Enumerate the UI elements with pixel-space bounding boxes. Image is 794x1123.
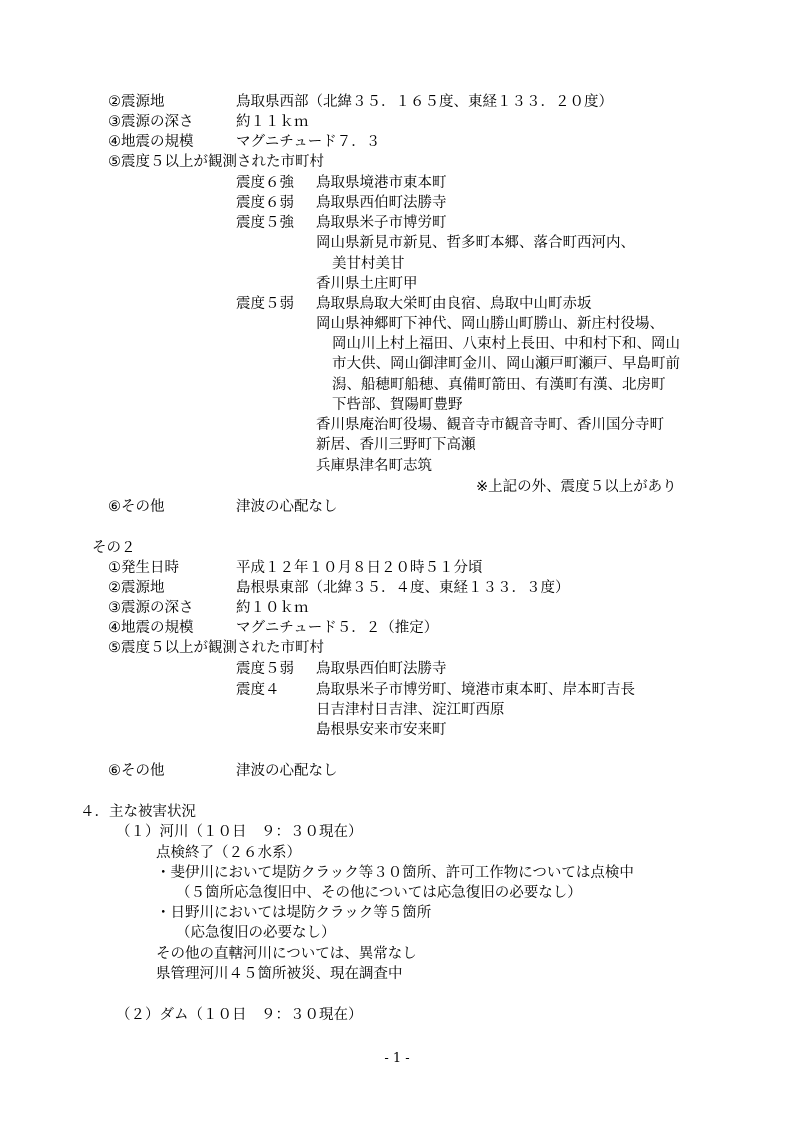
label-depth: ③震源の深さ [108, 114, 194, 130]
label-depth: ③震源の深さ [108, 600, 194, 616]
value-datetime: 平成１２年１０月８日２０時５１分頃 [236, 560, 483, 576]
dam-heading: （２）ダム（１０日 ９：３０現在） [116, 1007, 363, 1023]
value-depth: 約１０ｋｍ [236, 600, 309, 616]
value-other: 津波の心配なし [236, 499, 338, 515]
label-epicenter: ②震源地 [108, 94, 165, 110]
river-line: 点検終了（２６水系） [156, 845, 301, 861]
damage-heading: ４．主な被害状況 [80, 804, 196, 820]
intensity-location: 鳥取県境港市東本町 [316, 175, 447, 191]
river-line: ・斐伊川において堤防クラック等３０箇所、許可工作物については点検中 [156, 865, 634, 881]
value-magnitude: マグニチュード７．３ [236, 134, 381, 150]
intensity-location: 鳥取県西伯町法勝寺 [316, 195, 447, 211]
intensity-location: 香川県土庄町甲 [316, 276, 418, 292]
intensity-label: 震度４ [236, 682, 280, 698]
intensity-label: 震度５弱 [236, 296, 294, 312]
intensity-note: ※上記の外、震度５以上があり [476, 479, 677, 495]
label-epicenter: ②震源地 [108, 580, 165, 596]
intensity-location: 日吉津村日吉津、淀江町西原 [316, 702, 505, 718]
label-other: ⑥その他 [108, 763, 165, 779]
intensity-location: 鳥取県米子市博労町、境港市東本町、岸本町吉長 [316, 682, 635, 698]
intensity-heading: ⑤震度５以上が観測された市町村 [108, 640, 324, 656]
intensity-location: 香川県庵治町役場、観音寺市観音寺町、香川国分寺町 [316, 417, 664, 433]
intensity-location: 兵庫県津名町志筑 [316, 458, 432, 474]
intensity-location: 岡山川上村上福田、八束村上長田、中和村下和、岡山 [332, 336, 680, 352]
intensity-label: 震度６強 [236, 175, 294, 191]
intensity-location: 市大供、岡山御津町金川、岡山瀬戸町瀬戸、早島町前 [332, 356, 680, 372]
intensity-location: 島根県安来市安来町 [316, 722, 447, 738]
label-magnitude: ④地震の規模 [108, 620, 194, 636]
label-datetime: ①発生日時 [108, 560, 179, 576]
label-other: ⑥その他 [108, 499, 165, 515]
intensity-location: 岡山県神郷町下神代、岡山勝山町勝山、新庄村役場、 [316, 316, 664, 332]
value-epicenter: 鳥取県西部（北緯３５．１６５度、東経１３３．２０度） [236, 94, 613, 110]
river-heading: （１）河川（１０日 ９：３０現在） [116, 824, 363, 840]
intensity-label: 震度６弱 [236, 195, 294, 211]
intensity-location: 潟、船穂町船穂、真備町箭田、有漢町有漢、北房町 [332, 377, 666, 393]
intensity-location: 新居、香川三野町下高瀬 [316, 437, 476, 453]
river-line: （５箇所応急復旧中、その他については応急復旧の必要なし） [176, 885, 582, 901]
river-line: （応急復旧の必要なし） [176, 925, 336, 941]
intensity-label: 震度５強 [236, 215, 294, 231]
intensity-location: 鳥取県米子市博労町 [316, 215, 447, 231]
intensity-location: 鳥取県鳥取大栄町由良宿、鳥取中山町赤坂 [316, 296, 592, 312]
intensity-location: 鳥取県西伯町法勝寺 [316, 661, 447, 677]
value-magnitude: マグニチュード５．２（推定） [236, 620, 439, 636]
value-other: 津波の心配なし [236, 763, 338, 779]
section-heading: その２ [92, 540, 136, 556]
value-epicenter: 島根県東部（北緯３５．４度、東経１３３．３度） [236, 580, 570, 596]
river-line: ・日野川においては堤防クラック等５箇所 [156, 905, 432, 921]
intensity-location: 美甘村美甘 [332, 256, 405, 272]
intensity-heading: ⑤震度５以上が観測された市町村 [108, 154, 324, 170]
river-line: その他の直轄河川については、異常なし [156, 946, 417, 962]
page-number: - 1 - [384, 1051, 410, 1066]
intensity-location: 岡山県新見市新見、哲多町本郷、落合町西河内、 [316, 235, 635, 251]
intensity-label: 震度５弱 [236, 661, 294, 677]
intensity-location: 下呰部、賀陽町豊野 [332, 397, 463, 413]
river-line: 県管理河川４５箇所被災、現在調査中 [156, 966, 403, 982]
label-magnitude: ④地震の規模 [108, 134, 194, 150]
value-depth: 約１１ｋｍ [236, 114, 309, 130]
